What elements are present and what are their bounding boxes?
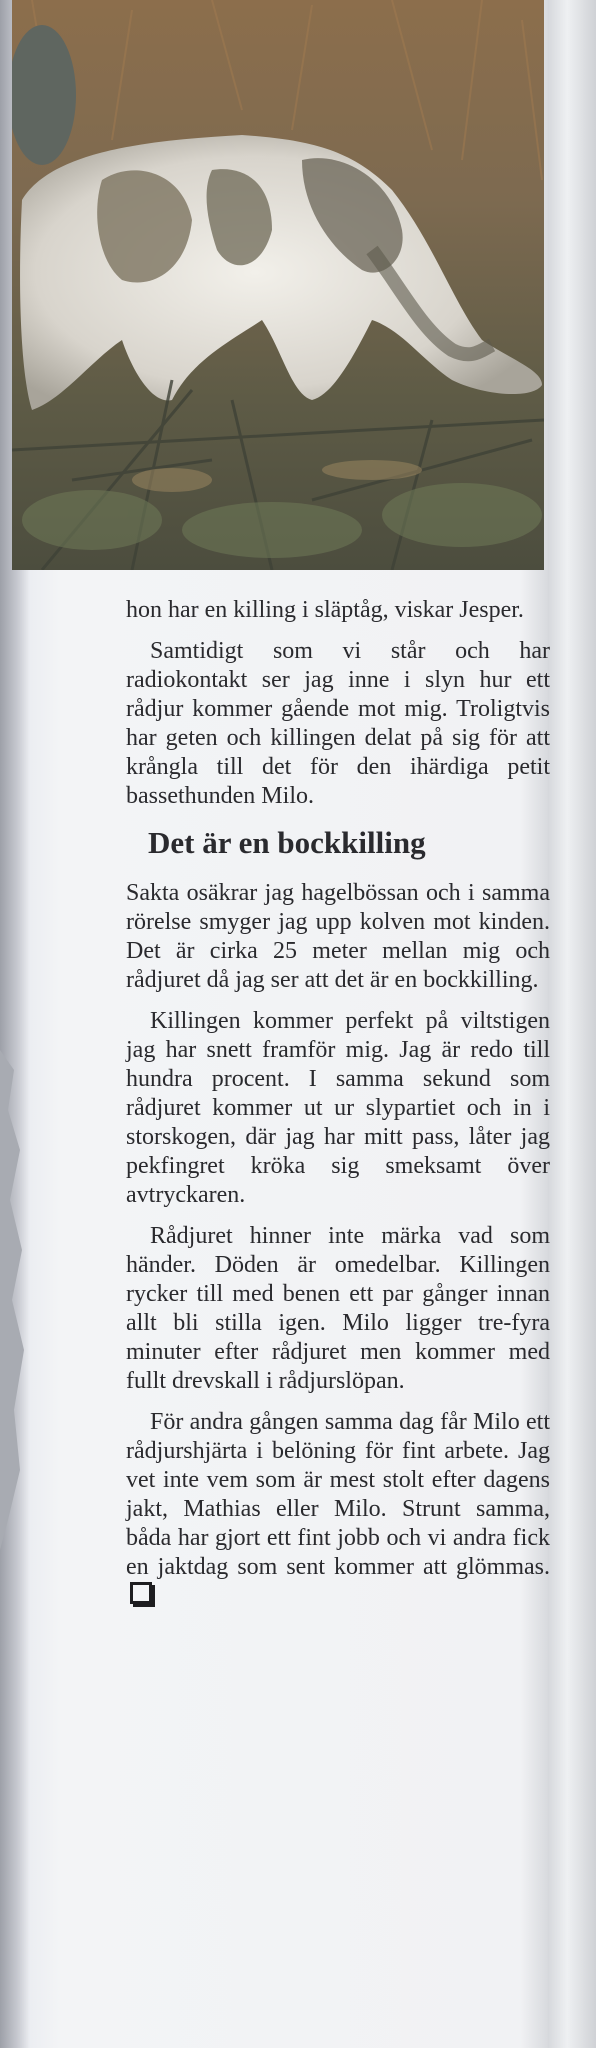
article-body [126,596,550,1623]
article-paragraph: Killingen kommer perfekt på viltstigen jag har snett framför mig. Jag är redo till hundra procent. I samma sekund som rådjuret kommer ut ur slypartiet och in i storskogen, där jag har mitt pass, låter jag pekfingret kröka sig smeksamt över avtryckaren. [126,1008,550,1208]
article-paragraph-text: För andra gången samma dag får Milo ett rådjurshjärta i belöning för fint arbete. Jag vet inte vem som är mest stolt efter dagens jakt, Mathias eller Milo. Strunt samma, båda har gjort ett fint jobb och vi andra fick en jaktdag som sent kommer att glömmas. [126,1409,550,1580]
article-subheading: Det är en bockkilling [148,825,426,860]
article-paragraph: Sakta osäkrar jag hagelbössan och i samma rörelse smyger jag upp kolven mot kinden. Det är cirka 25 meter mellan mig och rådjuret då jag ser att det är en bockkilling. [126,880,550,993]
end-mark-icon [130,1582,152,1604]
article-paragraph: Samtidigt som vi står och har radiokontakt ser jag inne i slyn hur ett rådjur kommer gående mot mig. Troligtvis har geten och killingen delat på sig för att krångla till det för den ihärdiga petit bassethunden Milo. [126,638,550,809]
page-edge [548,0,596,2048]
article-paragraph-last [126,1408,550,1611]
torn-edge [0,1050,30,1550]
article-paragraph: Rådjuret hinner inte märka vad som händer. Döden är omedelbar. Killingen rycker till med benen ett par gånger innan allt bli stilla igen. Milo ligger tre-fyra minuter efter rådjuret men kommer med fullt drevskall i rådjurslöpan. [126,1223,550,1394]
article-paragraph: hon har en killing i släptåg, viskar Jesper. [126,597,524,623]
dog-photo [12,0,544,570]
dog-illustration [12,0,544,570]
